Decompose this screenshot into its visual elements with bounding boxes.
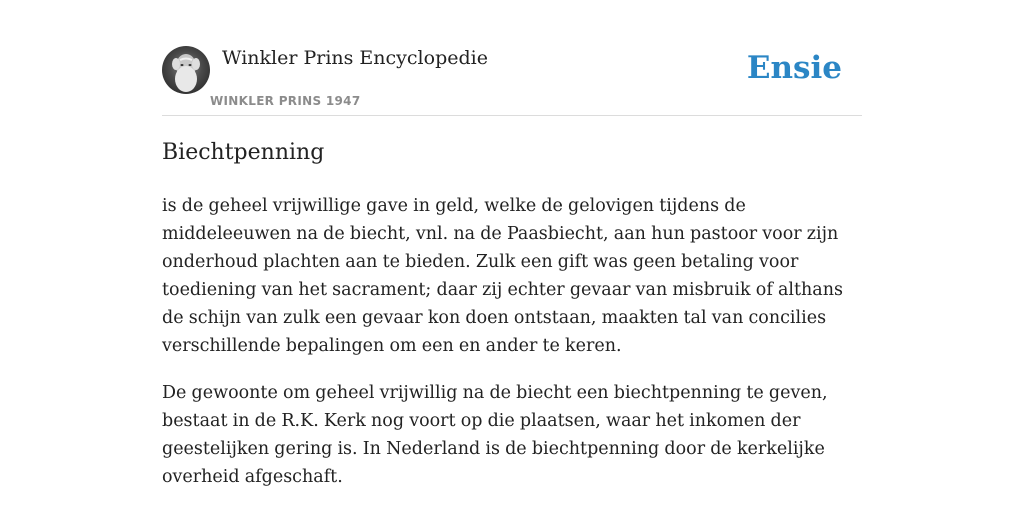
- portrait-avatar-icon[interactable]: [162, 46, 210, 94]
- article-paragraph-2: De gewoonte om geheel vrijwillig na de biecht een biechtpenning te geven, bestaat in de R.K. Kerk nog voort op die plaatsen, waar het inkomen der geestelijken gering is. In Nederland is de biechtpenning door de kerkelijke overheid afgeschaft.: [162, 383, 828, 487]
- source-title[interactable]: Winkler Prins Encyclopedie: [222, 47, 488, 69]
- source-subtitle: WINKLER PRINS 1947: [210, 94, 361, 108]
- header-divider: [162, 115, 862, 116]
- ensie-logo-link[interactable]: Ensie: [746, 50, 842, 86]
- article-body: [162, 192, 862, 510]
- article-paragraph-1: is de geheel vrijwillige gave in geld, welke de gelovigen tijdens de middeleeuwen na de biecht, vnl. na de Paasbiecht, aan hun pastoor voor zijn onderhoud plachten aan te bieden. Zulk een gift was geen betaling voor toediening van het sacrament; daar zij echter gevaar van misbruik of althans de schijn van zulk een gevaar kon doen ontstaan, maakten tal van concilies verschillende bepalingen om een en ander te keren.: [162, 196, 843, 356]
- portrait-image: [162, 46, 210, 94]
- article-title: Biechtpenning: [162, 140, 325, 165]
- source-header: [162, 46, 862, 116]
